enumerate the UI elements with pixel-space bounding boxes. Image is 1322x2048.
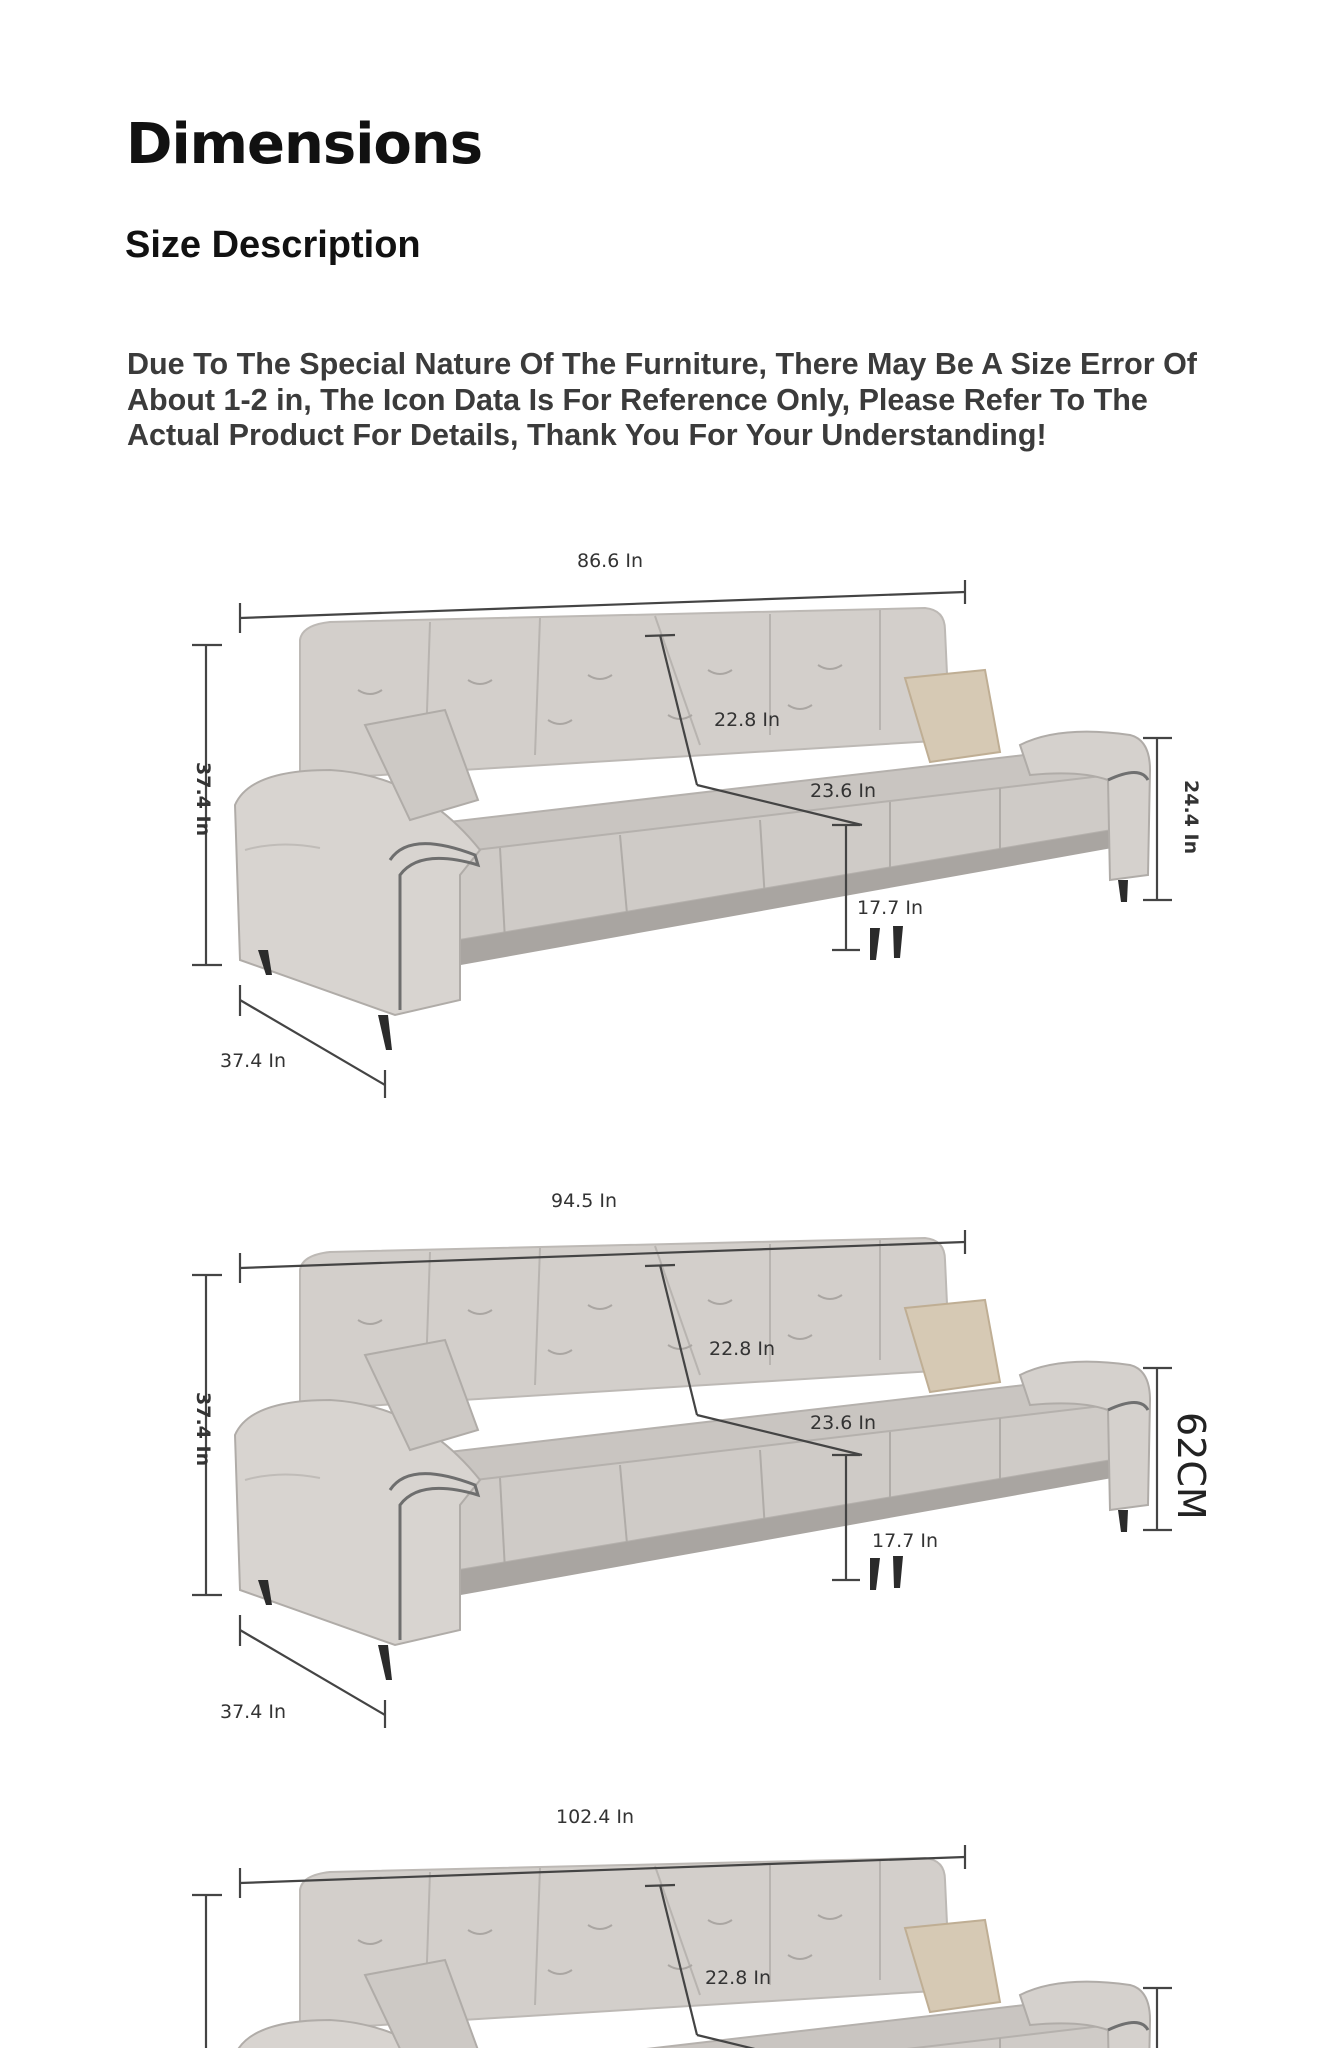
- sofa-diagram-1: [0, 530, 1322, 1130]
- beige-pillow: [905, 670, 1000, 762]
- overall-height-label: 37.4 In: [192, 1392, 214, 1467]
- seat-depth-label: 23.6 In: [810, 780, 876, 802]
- depth-dimension-line: [240, 1000, 385, 1085]
- sofa-diagram-3: [0, 1780, 1322, 2048]
- back-height-label: 22.8 In: [709, 1338, 775, 1360]
- sofa-leg: [378, 1645, 392, 1680]
- sofa-leg: [1118, 1510, 1128, 1532]
- beige-pillow: [905, 1300, 1000, 1392]
- overall-height-label: 37.4 In: [192, 762, 214, 837]
- page-title: Dimensions: [126, 112, 483, 177]
- overall-width-label: 102.4 In: [556, 1806, 635, 1828]
- sofa-leg: [870, 1558, 880, 1590]
- seat-height-label: 17.7 In: [872, 1530, 938, 1552]
- back-height-tick: [645, 635, 675, 636]
- back-height-tick: [645, 1265, 675, 1266]
- depth-label: 37.4 In: [220, 1701, 286, 1723]
- size-description-heading: Size Description: [125, 224, 421, 266]
- overall-width-label: 86.6 In: [577, 550, 643, 572]
- seat-height-label: 17.7 In: [857, 897, 923, 919]
- sofa-leg: [893, 1556, 903, 1588]
- size-notice: Due To The Special Nature Of The Furniture, There May Be A Size Error Of About 1-2 in, The Icon Data Is For Reference Only, Please Refer To The Actual Product For Details, Thank You For Your Understanding!: [127, 347, 1197, 452]
- sofa-leg: [870, 928, 880, 960]
- back-height-label: 22.8 In: [705, 1967, 771, 1989]
- arm-height-label: 24.4 In: [1180, 780, 1202, 855]
- sofa-leg: [1118, 880, 1128, 902]
- back-height-label: 22.8 In: [714, 709, 780, 731]
- back-height-tick: [645, 1885, 675, 1886]
- overall-width-label: 94.5 In: [551, 1190, 617, 1212]
- sofa-diagram-2: [0, 1160, 1322, 1760]
- seat-depth-label: 23.6 In: [810, 1412, 876, 1434]
- sofa: [235, 608, 1150, 1050]
- sofa-illustration-3: [0, 1780, 1322, 2048]
- sofa-leg: [893, 926, 903, 958]
- beige-pillow: [905, 1920, 1000, 2012]
- depth-label: 37.4 In: [220, 1050, 286, 1072]
- arm-height-label: 62CM: [1169, 1412, 1213, 1520]
- sofa: [235, 1238, 1150, 1680]
- sofa-leg: [378, 1015, 392, 1050]
